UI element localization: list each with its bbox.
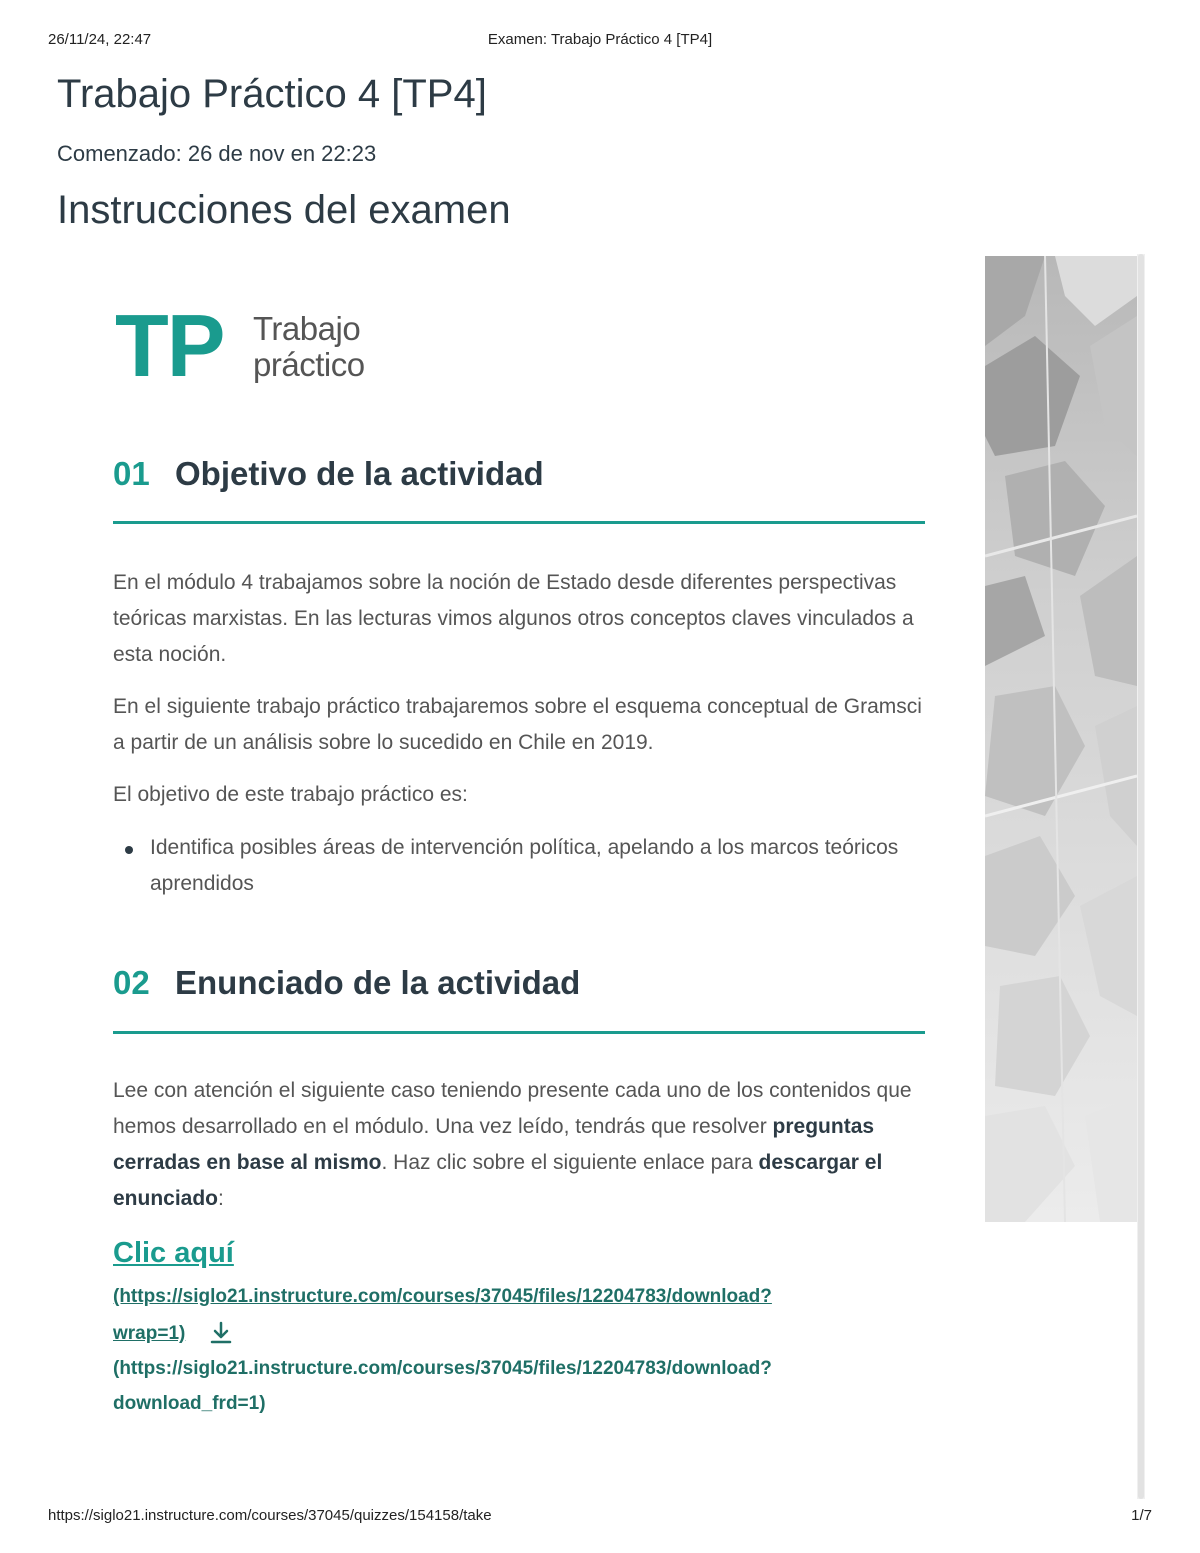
- section-title: Objetivo de la actividad: [175, 455, 544, 492]
- print-date: 26/11/24, 22:47: [48, 31, 152, 48]
- section-divider: [113, 521, 925, 524]
- scrollbar-thumb[interactable]: [1138, 254, 1144, 1499]
- page-title: Trabajo Práctico 4 [TP4]: [57, 72, 487, 116]
- instructions-heading: Instrucciones del examen: [57, 188, 511, 232]
- logo-word-practico: práctico: [253, 346, 365, 383]
- print-header: [48, 31, 1152, 51]
- objetivo-paragraph-1: En el módulo 4 trabajamos sobre la noción de Estado desde diferentes perspectivas teóricas marxistas. En las lecturas vimos algunos otros conceptos claves vinculados a esta noción.: [113, 571, 914, 666]
- enunciado-paragraph: [113, 1073, 925, 1217]
- print-doc-title: Examen: Trabajo Práctico 4 [TP4]: [487, 31, 713, 48]
- logo-word-trabajo: Trabajo: [253, 310, 361, 347]
- trabajo-practico-logo: [115, 296, 415, 400]
- enunciado-bold-1: preguntas cerradas en base al mismo: [113, 1115, 875, 1174]
- section-title: Enunciado de la actividad: [175, 964, 581, 1001]
- print-footer: [48, 1507, 1152, 1527]
- enunciado-text-2: . Haz clic sobre el siguiente enlace para: [381, 1151, 759, 1174]
- section-number: 01: [113, 455, 150, 492]
- objetivo-paragraph-3: El objetivo de este trabajo práctico es:: [113, 783, 468, 806]
- bullet-dot: [125, 846, 133, 854]
- download-url-link[interactable]: (https://siglo21.instructure.com/courses/37045/files/12204783/download?: [113, 1358, 772, 1379]
- enunciado-text-1: Lee con atención el siguiente caso teniendo presente cada uno de los contenidos que hemos desarrollado en el módulo. Una vez leído, tendrás que resolver: [113, 1079, 912, 1138]
- scrollbar[interactable]: [1137, 254, 1145, 1499]
- decorative-side-image: [985, 256, 1137, 1222]
- file-url-link-continued[interactable]: wrap=1): [113, 1323, 186, 1344]
- enunciado-text-3: :: [218, 1187, 224, 1210]
- file-url-link[interactable]: (https://siglo21.instructure.com/courses/37045/files/12204783/download?: [113, 1286, 772, 1307]
- print-page-number: 1/7: [1131, 1507, 1152, 1524]
- started-timestamp: Comenzado: 26 de nov en 22:23: [57, 141, 377, 166]
- clic-aqui-link[interactable]: Clic aquí: [113, 1237, 234, 1269]
- logo-letters: TP: [115, 296, 224, 395]
- objetivo-bullet: Identifica posibles áreas de intervención política, apelando a los marcos teóricos aprendidos: [150, 836, 899, 895]
- section-number: 02: [113, 964, 150, 1001]
- section-divider: [113, 1031, 925, 1034]
- objetivo-paragraph-2: En el siguiente trabajo práctico trabajaremos sobre el esquema conceptual de Gramsci a partir de un análisis sobre lo sucedido en Chile en 2019.: [113, 695, 922, 754]
- enunciado-bold-2: descargar el enunciado: [113, 1151, 883, 1210]
- download-arrow-icon[interactable]: [208, 1320, 234, 1346]
- print-url: https://siglo21.instructure.com/courses/37045/quizzes/154158/take: [48, 1507, 492, 1524]
- download-url-link-continued[interactable]: download_frd=1): [113, 1393, 266, 1414]
